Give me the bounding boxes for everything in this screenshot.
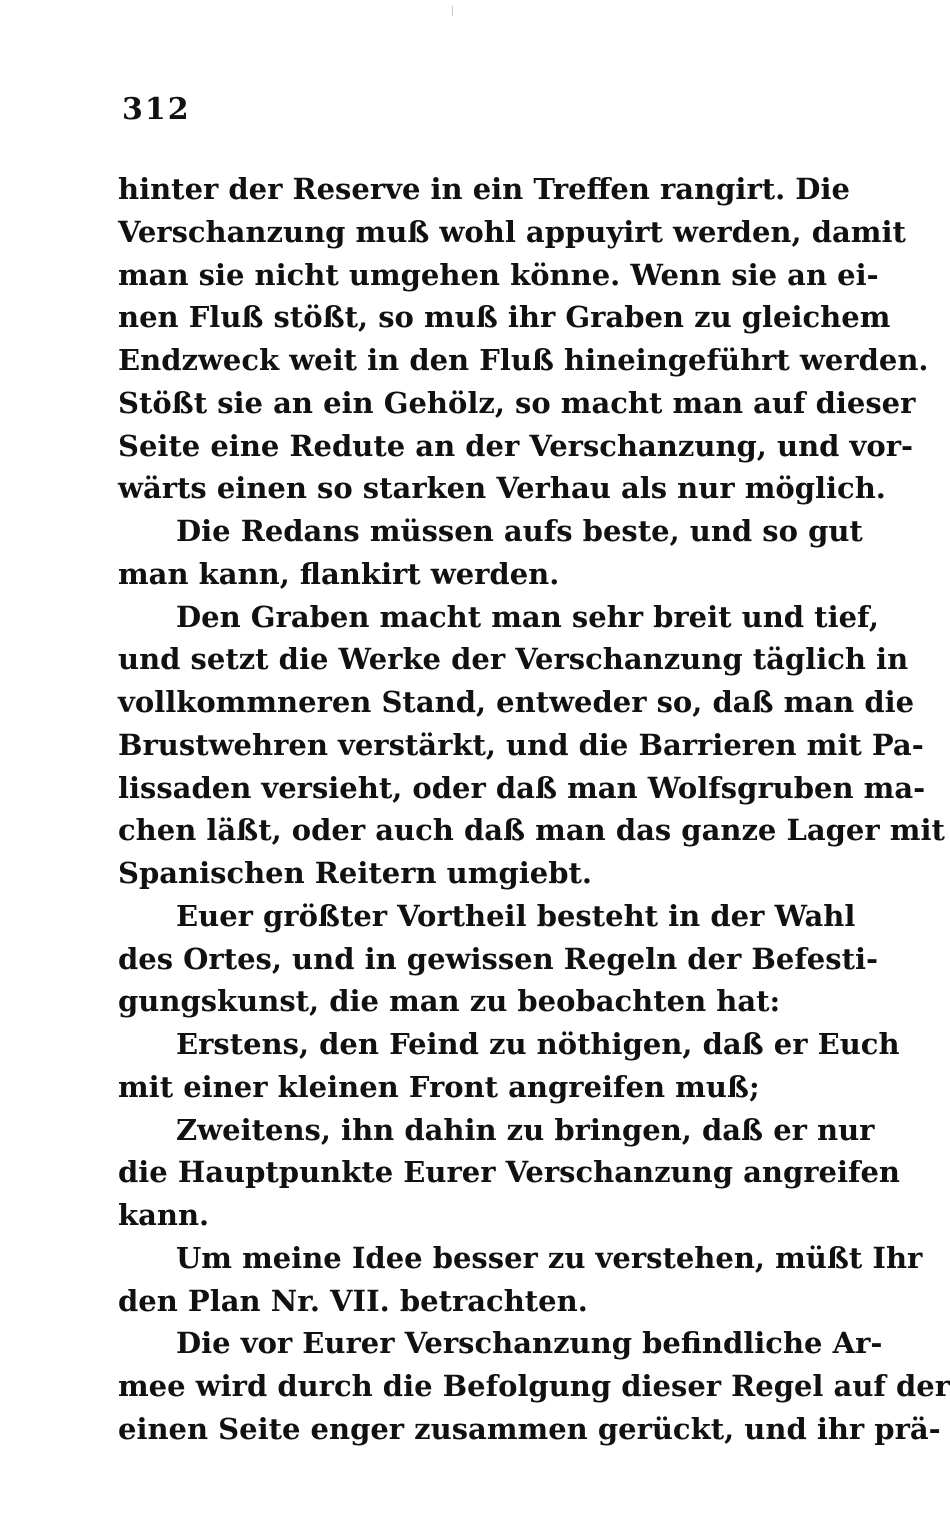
paragraph-first-line: Um meine Idee besser zu verstehen, müßt Ihr bbox=[176, 1240, 923, 1275]
text-line: die Hauptpunkte Eurer Verschanzung angreifen bbox=[118, 1155, 900, 1190]
paragraph-first-line: Euer größter Vortheil besteht in der Wahl bbox=[176, 898, 856, 933]
text-line: vollkommneren Stand, entweder so, daß man die bbox=[118, 685, 915, 719]
text-line: lissaden versieht, oder daß man Wolfsgruben ma- bbox=[118, 770, 926, 805]
text-line: hinter der Reserve in ein Treffen rangirt. Die bbox=[118, 172, 850, 206]
text-line: des Ortes, und in gewissen Regeln der Befesti- bbox=[118, 941, 879, 976]
text-line: Brustwehren verstärkt, und die Barrieren mit Pa- bbox=[118, 727, 924, 762]
text-line: man sie nicht umgehen könne. Wenn sie an ei- bbox=[118, 257, 879, 292]
text-line: wärts einen so starken Verhau als nur möglich. bbox=[118, 471, 886, 506]
text-line: den Plan Nr. VII. betrachten. bbox=[118, 1283, 588, 1318]
text-line: Spanischen Reitern umgiebt. bbox=[118, 856, 592, 890]
text-line: Seite eine Redute an der Verschanzung, und vor- bbox=[118, 428, 914, 463]
text-line: gungskunst, die man zu beobachten hat: bbox=[118, 984, 781, 1019]
text-line: kann. bbox=[118, 1198, 210, 1232]
text-line: nen Fluß stößt, so muß ihr Graben zu gleichem bbox=[118, 300, 891, 335]
paragraph-first-line: Die vor Eurer Verschanzung befindliche Ar- bbox=[176, 1326, 883, 1361]
text-line: Endzweck weit in den Fluß hineingeführt werden. bbox=[118, 343, 929, 377]
body-text bbox=[118, 168, 950, 1451]
text-line: Verschanzung muß wohl appuyirt werden, damit bbox=[118, 214, 906, 249]
paragraph-first-line: Erstens, den Feind zu nöthigen, daß er Euch bbox=[176, 1027, 900, 1061]
paragraph-first-line: Die Redans müssen aufs beste, und so gut bbox=[176, 514, 863, 548]
text-line: und setzt die Werke der Verschanzung täglich in bbox=[118, 642, 909, 677]
text-line: man kann, flankirt werden. bbox=[118, 556, 560, 591]
text-line: chen läßt, oder auch daß man das ganze Lager mit bbox=[118, 813, 945, 848]
text-line: mit einer kleinen Front angreifen muß; bbox=[118, 1069, 760, 1104]
text-line: Stößt sie an ein Gehölz, so macht man auf dieser bbox=[118, 385, 916, 420]
text-line: einen Seite enger zusammen gerückt, und ihr prä- bbox=[118, 1411, 941, 1446]
page-number: 312 bbox=[122, 92, 191, 127]
paragraph-first-line: Den Graben macht man sehr breit und tief, bbox=[176, 599, 879, 634]
text-line: mee wird durch die Befolgung dieser Regel auf der bbox=[118, 1369, 950, 1403]
top-margin-mark bbox=[452, 6, 453, 16]
paragraph-first-line: Zweitens, ihn dahin zu bringen, daß er nur bbox=[176, 1112, 875, 1147]
